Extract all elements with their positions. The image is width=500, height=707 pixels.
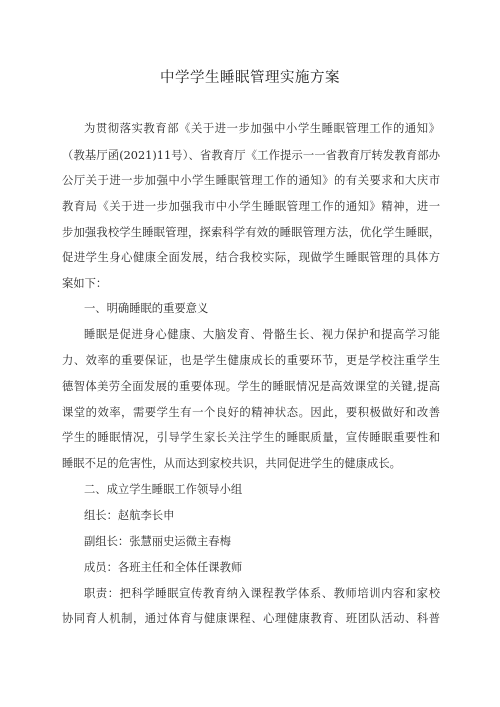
- section1-heading: 一、明确睡眠的重要意义: [84, 302, 209, 315]
- section2-deputy: 副组长：张慧丽史运微主春梅: [84, 535, 231, 548]
- section2-duties-line-2: 协同育人机制，通过体育与健康课程、心理健康教育、班团队活动、科普: [62, 612, 440, 625]
- intro-line-4: 教育局《关于进一步加强我市中小学生睡眠管理工作的通知》精神，进一: [62, 200, 440, 213]
- document-title: 中学学生睡眠管理实施方案: [160, 70, 340, 86]
- section1-line-3: 德智体美劳全面发展的重要体现。学生的睡眠情况是高效课堂的关键,提高: [62, 380, 440, 393]
- section2-heading: 二、成立学生睡眠工作领导小组: [84, 483, 243, 496]
- section1-line-6: 睡眠不足的危害性，从而达到家校共识，共同促进学生的健康成长。: [62, 457, 401, 470]
- section1-line-5: 学生的睡眠情况，引导学生家长关注学生的睡眠质量，宣传睡眠重要性和: [62, 431, 440, 444]
- intro-line-3: 公厅关于进一步加强中小学生睡眠管理工作的通知》的有关要求和大庆市: [62, 174, 440, 187]
- intro-line-5: 步加强我校学生睡眠管理，探索科学有效的睡眠管理方法，优化学生睡眠，: [62, 226, 440, 239]
- intro-line-2: （教基厅函(2021)11号）、省教育厅《工作提示一一省教育厅转发教育部办: [62, 149, 440, 162]
- section2-duties-line-1: 职责：把科学睡眠宣传教育纳入课程教学体系、教师培训内容和家校: [84, 587, 440, 600]
- intro-line-7: 案如下：: [62, 277, 108, 290]
- intro-line-6: 促进学生身心健康全面发展，结合我校实际，现做学生睡眠管理的具体方: [62, 251, 440, 264]
- section2-leader: 组长：赵航李长申: [84, 509, 175, 522]
- section1-line-2: 力、效率的重要保证，也是学生健康成长的重要环节，更是学校注重学生: [62, 354, 440, 367]
- section2-members: 成员：各班主任和全体任课教师: [84, 561, 243, 574]
- section1-line-4: 课堂的效率，需要学生有一个良好的精神状态。因此，要积极做好和改善: [62, 406, 440, 419]
- section1-line-1: 睡眠是促进身心健康、大脑发育、骨骼生长、视力保护和提高学习能: [84, 328, 440, 341]
- intro-line-1: 为贯彻落实教育部《关于进一步加强中小学生睡眠管理工作的通知》: [84, 122, 440, 135]
